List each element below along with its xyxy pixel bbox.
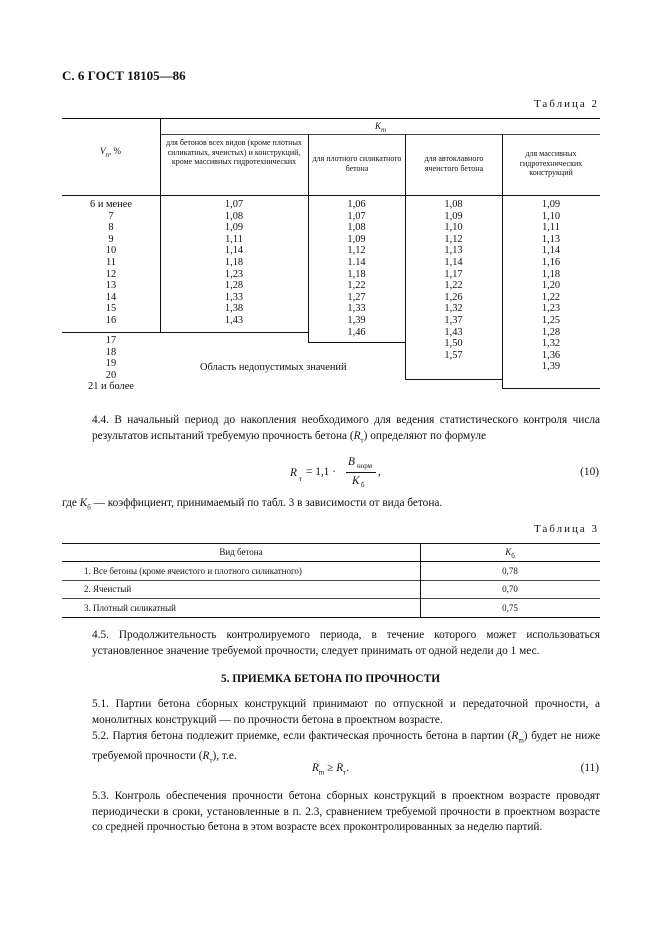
paragraph-4-4: 4.4. В начальный период до накопления необходимого для ведения статистического контроля числа результатов испытаний требуемую прочность бетона $(R_т)$ определяют по формуле <box>92 414 600 444</box>
table-cell: 1,43 <box>224 314 244 326</box>
table-cell: 18 <box>105 346 117 358</box>
table3-header-type: Вид бетона <box>219 547 263 557</box>
table-cell: 1,14 <box>224 245 244 257</box>
table-cell: 1,09 <box>224 222 244 234</box>
table2-v-column-lower <box>62 335 160 393</box>
table-cell: 1,11 <box>225 233 243 245</box>
table-cell: 1,33 <box>347 303 366 315</box>
table3-row-name: 3. Плотный силикатный <box>84 603 176 613</box>
table-cell: 14 <box>105 291 117 303</box>
table2-col4-header: для массивных гидротехнических конструкций <box>519 149 583 177</box>
table-cell: 20 <box>105 369 117 381</box>
formula-10: R т = 1,1 · B норм K б , <box>290 456 381 489</box>
table3-row-value: 0,70 <box>502 584 518 594</box>
table-cell: 21 и более <box>88 381 134 393</box>
table-cell: 1,22 <box>444 280 463 292</box>
table2-v-header: $V_п$, % <box>100 146 121 159</box>
table-cell: 1,25 <box>541 314 561 326</box>
table-cell: 7 <box>108 210 114 222</box>
table-cell: 1,28 <box>541 326 561 338</box>
formula-10-number: (10) <box>580 466 599 478</box>
table3-row-value: 0,75 <box>502 603 518 613</box>
table-cell: 1,39 <box>541 361 561 373</box>
table-cell: 1,57 <box>444 349 463 361</box>
table-cell: 1,12 <box>347 245 366 257</box>
table-cell: 1,23 <box>224 268 244 280</box>
table-cell: 19 <box>105 358 117 370</box>
table-cell: 1,18 <box>347 268 366 280</box>
table2-col3-header: для автоклавного ячеистого бетона <box>424 154 484 173</box>
table-cell: 13 <box>105 280 117 292</box>
table-cell: 1,14 <box>541 245 561 257</box>
table-cell: 1,28 <box>224 280 244 292</box>
table-cell: 1,06 <box>347 199 366 210</box>
table2-col1-header: для бетонов всех видов (кроме плотных силикатных, ячеистых) и конструкций, кроме массивных гидротехнических <box>166 138 302 166</box>
table-cell: 1,23 <box>541 303 561 315</box>
table-cell: 6 и менее <box>90 199 132 210</box>
paragraph-4-5: 4.5. Продолжительность контролируемого периода, в течение которого может использоваться установленное значение требуемой прочности, следует принимать от одной недели до 1 мес. <box>92 629 600 657</box>
paragraph-5-1: 5.1. Партии бетона сборных конструкций принимают по отпускной и передаточной прочности, а монолитных конструкций — по прочности бетона в проектном возрасте. <box>92 698 600 726</box>
table-cell: 1,08 <box>347 222 366 234</box>
table-cell: 1,12 <box>444 233 463 245</box>
table-cell: 1.14 <box>347 256 366 268</box>
table2-col4 <box>502 199 600 373</box>
table-cell: 1,09 <box>444 210 463 222</box>
table-cell: 1,14 <box>444 256 463 268</box>
table3-header-k: $K_б$ <box>505 547 515 560</box>
table3-row-name: 1. Все бетоны (кроме ячеистого и плотного силикатного) <box>84 566 302 576</box>
page-header: С. 6 ГОСТ 18105—86 <box>62 68 186 83</box>
table-cell: 1,18 <box>541 268 561 280</box>
table-cell: 1,46 <box>347 326 366 338</box>
table-cell: 1,07 <box>224 199 244 210</box>
table-cell: 1,39 <box>347 314 366 326</box>
table-cell: 1,33 <box>224 291 244 303</box>
table-cell: 1,13 <box>444 245 463 257</box>
table2-col2 <box>308 199 405 338</box>
table-cell: 1,38 <box>224 303 244 315</box>
table2-col1 <box>160 199 308 327</box>
paragraph-5-2: 5.2. Партия бетона подлежит приемке, если фактическая прочность бетона в партии $(R_m)$ будет не ниже требуемой прочности $(R_т)$, т.е. <box>92 730 600 764</box>
table3-row-name: 2. Ячеистый <box>84 584 132 594</box>
table-cell: 1,22 <box>347 280 366 292</box>
table2-caption: Таблица 2 <box>533 98 599 110</box>
section-5-heading: 5. ПРИЕМКА БЕТОНА ПО ПРОЧНОСТИ <box>220 673 441 685</box>
table-cell: 1,10 <box>444 222 463 234</box>
table-cell: 1,32 <box>541 338 561 350</box>
table-cell: 1,08 <box>224 210 244 222</box>
table-cell: 1,43 <box>444 326 463 338</box>
table-cell: 11 <box>105 256 116 268</box>
table-cell: 8 <box>108 222 114 234</box>
table3-caption: Таблица 3 <box>533 523 599 535</box>
table-cell: 1,50 <box>444 338 463 350</box>
table2-col3 <box>405 199 502 361</box>
table-cell: 16 <box>105 314 117 326</box>
table-cell: 1,07 <box>347 210 366 222</box>
table-cell: 1,18 <box>224 256 244 268</box>
table2-col2-header: для плотного силикатного бетона <box>312 154 402 173</box>
table-cell: 1,20 <box>541 280 561 292</box>
where-line: где $K_б$ — коэффициент, принимаемый по табл. 3 в зависимости от вида бетона. <box>62 497 443 512</box>
table-cell: 9 <box>108 233 114 245</box>
formula-11: $R_m \ge R_т$. <box>312 762 350 777</box>
table-cell: 1,17 <box>444 268 463 280</box>
table2-v-column <box>62 199 160 327</box>
table-cell: 17 <box>105 335 117 346</box>
formula-11-number: (11) <box>580 762 599 774</box>
table-cell: 1,10 <box>541 210 561 222</box>
table-cell: 1,32 <box>444 303 463 315</box>
table-cell: 15 <box>105 303 117 315</box>
table3-row-value: 0,78 <box>502 566 518 576</box>
table-cell: 1,08 <box>444 199 463 210</box>
table-cell: 12 <box>105 268 117 280</box>
table-cell: 1,37 <box>444 314 463 326</box>
table-cell: 1,09 <box>541 199 561 210</box>
table-cell: 10 <box>105 245 117 257</box>
table-cell: 1,26 <box>444 291 463 303</box>
table-cell: 1,09 <box>347 233 366 245</box>
table2-kt-header: $K_т$ <box>375 121 387 134</box>
table-cell: 1,16 <box>541 256 561 268</box>
table-cell: 1,22 <box>541 291 561 303</box>
table-cell: 1,27 <box>347 291 366 303</box>
table-cell: 1,11 <box>542 222 560 234</box>
paragraph-5-3: 5.3. Контроль обеспечения прочности бетона сборных конструкций в проектном возрасте проводят периодически в сроки, установленные в п. 2.3, сравнением требуемой прочности в проектном возрасте со средней прочностью бетона в этом возрасте всех проконтролированных за неделю партий. <box>92 790 600 833</box>
table-cell: 1,13 <box>541 233 561 245</box>
table2-invalid-region: Область недопустимых значений <box>200 362 347 373</box>
table-cell: 1,36 <box>541 349 561 361</box>
